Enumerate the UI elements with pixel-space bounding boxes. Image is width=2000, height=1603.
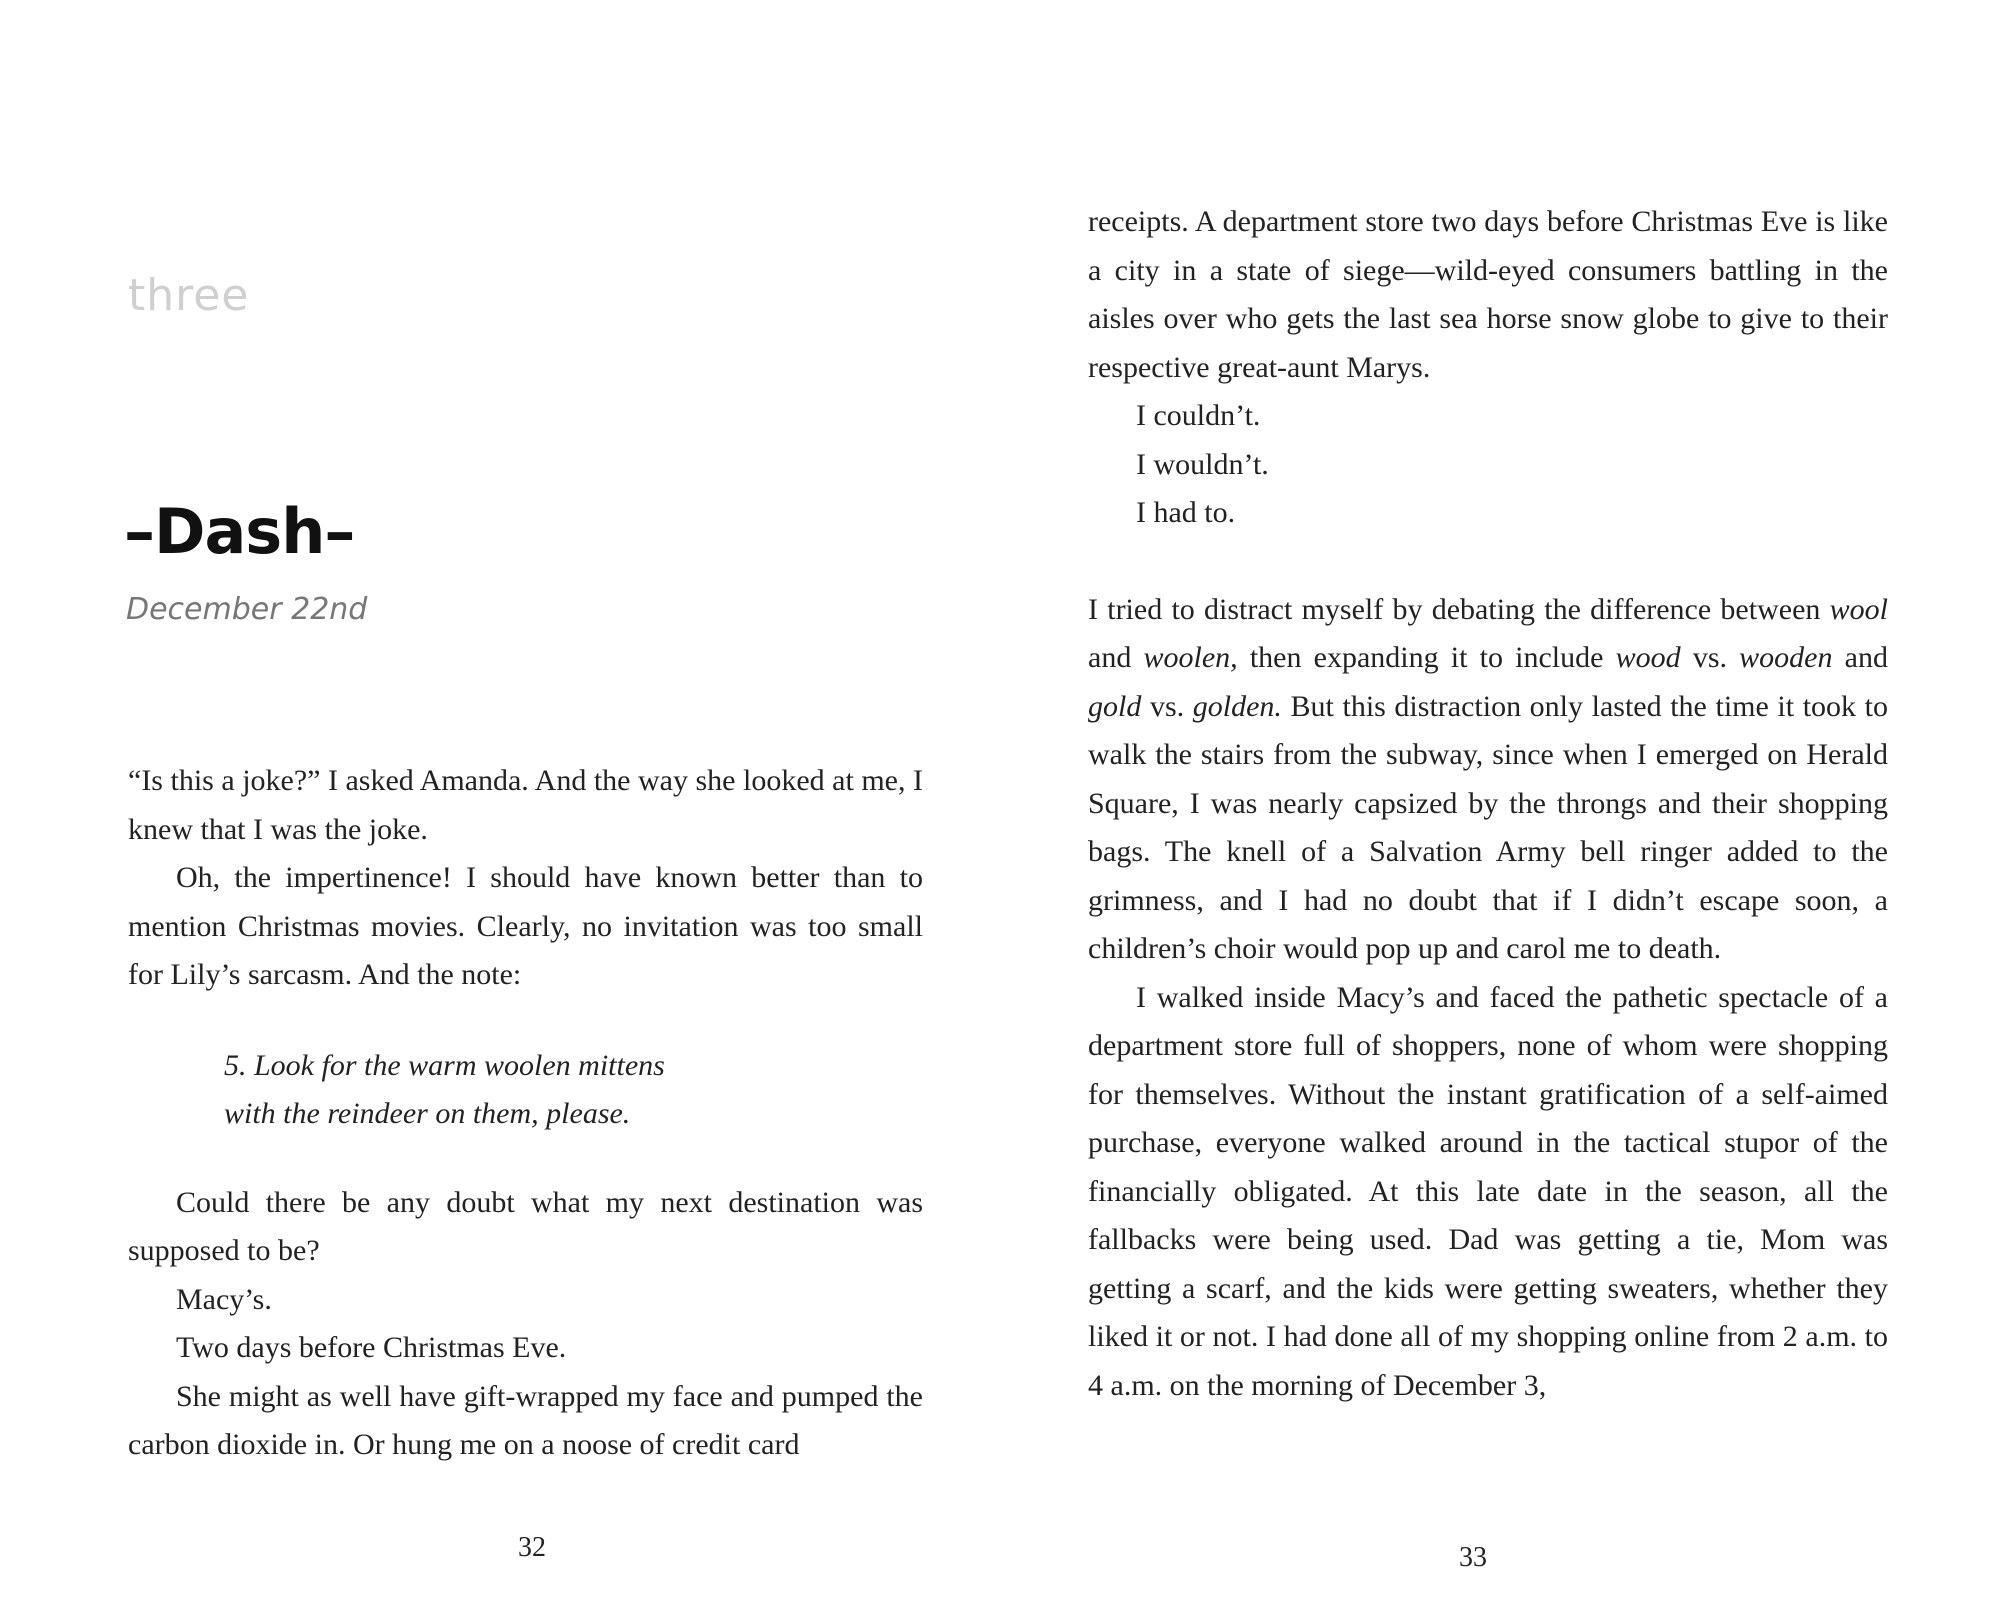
text-run: vs. — [1141, 689, 1193, 723]
paragraph: “Is this a joke?” I asked Amanda. And the way she looked at me, I knew that I was the joke. — [128, 764, 923, 846]
paragraph: I wouldn’t. — [1136, 447, 1269, 481]
paragraph: I walked inside Macy’s and faced the pathetic spectacle of a department store full of shoppers, none of whom were shopping for themselves. Without the instant gratification of a self-aimed purchase, everyone walked around in the tactical stupor of the financially obligated. At this late date in the season, all the fallbacks were being used. Dad was getting a tie, Mom was getting a scarf, and the kids were getting sweaters, whether they liked it or not. I had done all of my shopping online from 2 a.m. to 4 a.m. on the morning of December 3, — [1088, 980, 1888, 1402]
text-run: woolen, — [1143, 641, 1238, 674]
text-run: wool — [1829, 592, 1888, 626]
chapter-number: three — [128, 270, 250, 321]
paragraph: Two days before Christmas Eve. — [176, 1331, 567, 1364]
paragraph: Could there be any doubt what my next destination was supposed to be? — [128, 1185, 923, 1267]
text-run: then expanding it to include — [1237, 641, 1616, 674]
text-run: wooden — [1739, 641, 1833, 674]
page-number: 33 — [1459, 1542, 1487, 1573]
text-run: vs. — [1680, 641, 1740, 674]
text-run: But this distraction only lasted the time it took to walk the stairs from the subway, since when I emerged on Herald Square, I was nearly capsized by the throngs and their shopping bags. The knell of a Salvation Army bell ringer added to the grimness, and I had no doubt that if I didn’t escape soon, a children’s choir would pop up and carol me to death. — [1088, 689, 1888, 965]
chapter-title: –Dash– — [124, 495, 355, 568]
text-run: and — [1088, 641, 1144, 674]
text-run: and — [1832, 641, 1888, 674]
page-number: 32 — [518, 1532, 546, 1563]
right-page — [1000, 0, 2000, 1603]
left-body-text — [128, 757, 923, 1470]
clue-note — [224, 1042, 923, 1139]
paragraph: Oh, the impertinence! I should have known better than to mention Christmas movies. Clearly, no invitation was too small for Lily’s sarcasm. And the note: — [128, 861, 923, 991]
note-line: 5. Look for the warm woolen mittens — [224, 1048, 665, 1082]
paragraph: receipts. A department store two days before Christmas Eve is like a city in a state of siege—wild-eyed consumers battling in the aisles over who gets the last sea horse snow globe to give to their respective great-aunt Marys. — [1088, 205, 1888, 384]
text-run: wood — [1615, 641, 1681, 674]
paragraph: I had to. — [1136, 496, 1236, 529]
text-run: gold — [1088, 689, 1142, 723]
text-run: I tried to distract myself by debating the difference between — [1088, 592, 1830, 626]
paragraph: Macy’s. — [176, 1282, 272, 1316]
text-run: golden. — [1192, 689, 1282, 723]
right-body-text — [1088, 198, 1888, 1410]
chapter-date: December 22nd — [126, 592, 368, 627]
paragraph: She might as well have gift-wrapped my face and pumped the carbon dioxide in. Or hung me on a noose of credit card — [128, 1379, 923, 1461]
note-line: with the reindeer on them, please. — [224, 1097, 631, 1130]
paragraph — [1088, 586, 1888, 974]
paragraph: I couldn’t. — [1136, 399, 1261, 432]
